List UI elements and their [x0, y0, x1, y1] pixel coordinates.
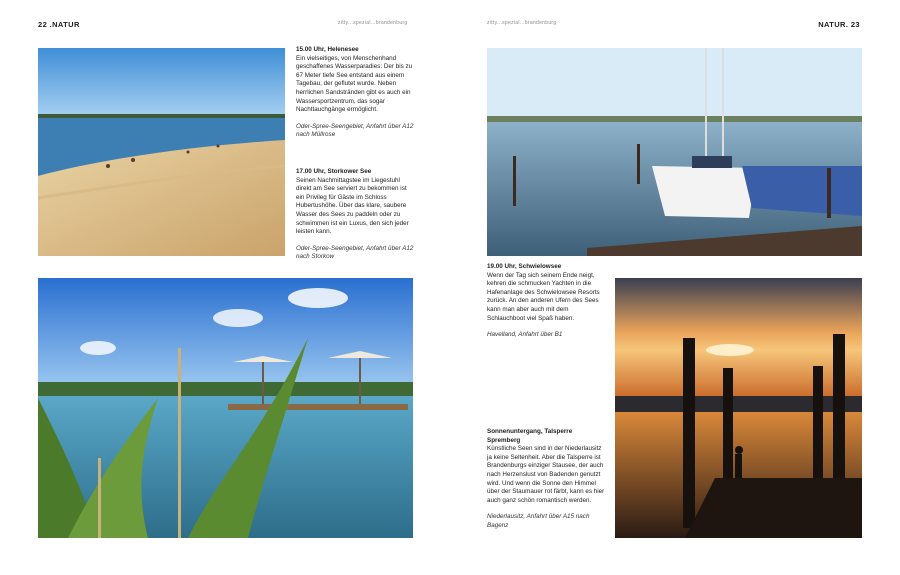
- running-header-left: zitty...spezial...brandenburg: [338, 20, 408, 26]
- running-header-right: zitty...spezial...brandenburg: [487, 20, 557, 26]
- article-helenesee: [296, 46, 414, 140]
- article-location: Niederlausitz, Anfahrt über A15 nach Bagenz: [487, 513, 590, 529]
- photo-beach: [38, 48, 285, 256]
- article-location: Havelland, Anfahrt über B1: [487, 331, 563, 339]
- article-title: 15.00 Uhr, Helenesee: [296, 46, 359, 53]
- photo-sunset-pier: [615, 278, 862, 538]
- article-body: Wenn der Tag sich seinem Ende neigt, kehren die schmucken Yachten in die Hafenanlage des Schwielowsee Resorts zurück. An den anderen Ufern des Sees kann man aber auch mit dem Schlauchboot viel Spaß haben.: [487, 271, 600, 322]
- photo-lake-parasols: [38, 278, 413, 538]
- article-body: Seinen Nachmittagstee im Liegestuhl direkt am See serviert zu bekommen ist ein Privileg für Gäste im Schloss Hubertushöhe. Über das klare, saubere Wasser des Sees zu paddeln oder zu schwimmen ist ein Luxus, den sich jeder leisten kann.: [296, 176, 409, 236]
- article-talsperre-spremberg: [487, 428, 605, 531]
- article-title: 19.00 Uhr, Schwielowsee: [487, 263, 562, 270]
- photo-boats: [487, 48, 862, 256]
- article-body: Ein vielseitiges, von Menschenhand geschaffenes Wasserparadies: Der bis zu 67 Meter tiefe See entstand aus einem Tagebau, der geflutet wurde. Neben herrlichen Sandstränden gibt es auch ein Wassersportzentrum, das sogar Nachttauchgänge ermöglicht.: [296, 54, 413, 114]
- article-storkower-see: [296, 168, 414, 262]
- article-schwielowsee: [487, 263, 605, 340]
- article-title: 17.00 Uhr, Storkower See: [296, 168, 372, 175]
- article-location: Oder-Spree-Seengebiet, Anfahrt über A12 nach Storkow: [296, 244, 414, 261]
- article-body: Künstliche Seen sind in der Niederlausitz ja keine Seltenheit. Aber die Talsperre ist Brandenburgs einziger Stausee, der auch nach Herzenslust von Badenden genutzt wird. Und wenn die Sonne den Himmel über der Staumauer rot färbt, kann es hier auch ganz schön romantisch werden.: [487, 445, 605, 504]
- article-location: Oder-Spree-Seengebiet, Anfahrt über A12 nach Müllrose: [296, 122, 414, 139]
- page-number-right: NATUR. 23: [818, 20, 860, 29]
- article-title: Sonnenuntergang, Talsperre Spremberg: [487, 428, 573, 444]
- page-number-left: 22 .NATUR: [38, 20, 80, 29]
